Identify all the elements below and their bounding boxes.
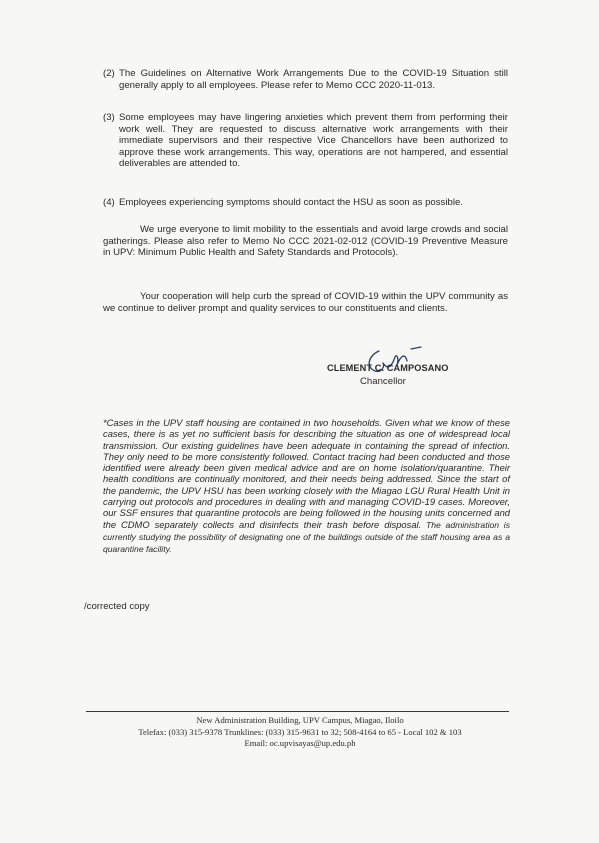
list-item-text: Employees experiencing symptoms should contact the HSU as soon as possible. — [119, 197, 463, 208]
footnote-main: *Cases in the UPV staff housing are contained in two households. Given what we know of these cases, there is as yet no sufficient basis for describing the situation as one of widespread local transmission. Our existing guidelines have been adequate in containing the spread of infection. They only need to be more consistently followed. Contact tracing had been conducted and those identified were already been given medical advice and are on home isolation/quarantine. Their health conditions are continually monitored, and their needs being addressed. Since the start of the pandemic, the UPV HSU has been working closely with the Miagao LGU Rural Health Unit in carrying out protocols and procedures in dealing with and managing COVID-19 cases. Moreover, our SSF ensures that quarantine protocols are being followed in the housing units concerned and the CDMO separately collects and disinfects their trash before disposal. — [103, 417, 510, 530]
list-item-text: Some employees may have lingering anxieties which prevent them from performing their work well. They are requested to discuss alternative work arrangements with their immediate supervisors and their respective Vice Chancellors have been authorized to approve these work arrangements. This way, operations are not hampered, and essential deliverables are attended to. — [119, 112, 508, 170]
signature-block — [327, 345, 487, 391]
list-item-number: (3) — [103, 112, 115, 123]
list-item-2 — [103, 68, 508, 91]
footnote-tail: The administration is currently studying the possibility of designating one of the buildings outside of the staff housing area as a quarantine facility. — [103, 519, 510, 555]
list-item-number: (4) — [103, 197, 115, 208]
list-item-text: The Guidelines on Alternative Work Arrangements Due to the COVID-19 Situation still generally apply to all employees. Please refer to Memo CCC 2020-11-013. — [119, 68, 508, 91]
signatory-title: Chancellor — [360, 376, 406, 387]
signatory-name: CLEMENT C. CAMPOSANO — [327, 363, 449, 373]
body-paragraph-cooperation: Your cooperation will help curb the spread of COVID-19 within the UPV community as we continue to deliver prompt and quality services to our constituents and clients. — [103, 291, 508, 314]
body-paragraph-urge: We urge everyone to limit mobility to the essentials and avoid large crowds and social gatherings. Please also refer to Memo No CCC 2021-02-012 (COVID-19 Preventive Measure in UPV: Minimum Public Health and Safety Standards and Protocols). — [103, 224, 508, 259]
footnote-italic — [103, 417, 510, 556]
corrected-copy-label: /corrected copy — [84, 601, 150, 612]
list-item-number: (2) — [103, 68, 115, 79]
footer-address: New Administration Building, UPV Campus, Miagao, Iloilo — [196, 715, 404, 725]
footer-divider — [86, 711, 509, 712]
footer-phone: Telefax: (033) 315-9378 Trunklines: (033) 315-9631 to 32; 508-4164 to 65 - Local 102 & 103 — [138, 727, 462, 737]
list-item-3 — [103, 112, 508, 170]
list-item-4 — [103, 197, 508, 209]
footer-email: Email: oc.upvisayas@up.edu.ph — [244, 738, 356, 748]
